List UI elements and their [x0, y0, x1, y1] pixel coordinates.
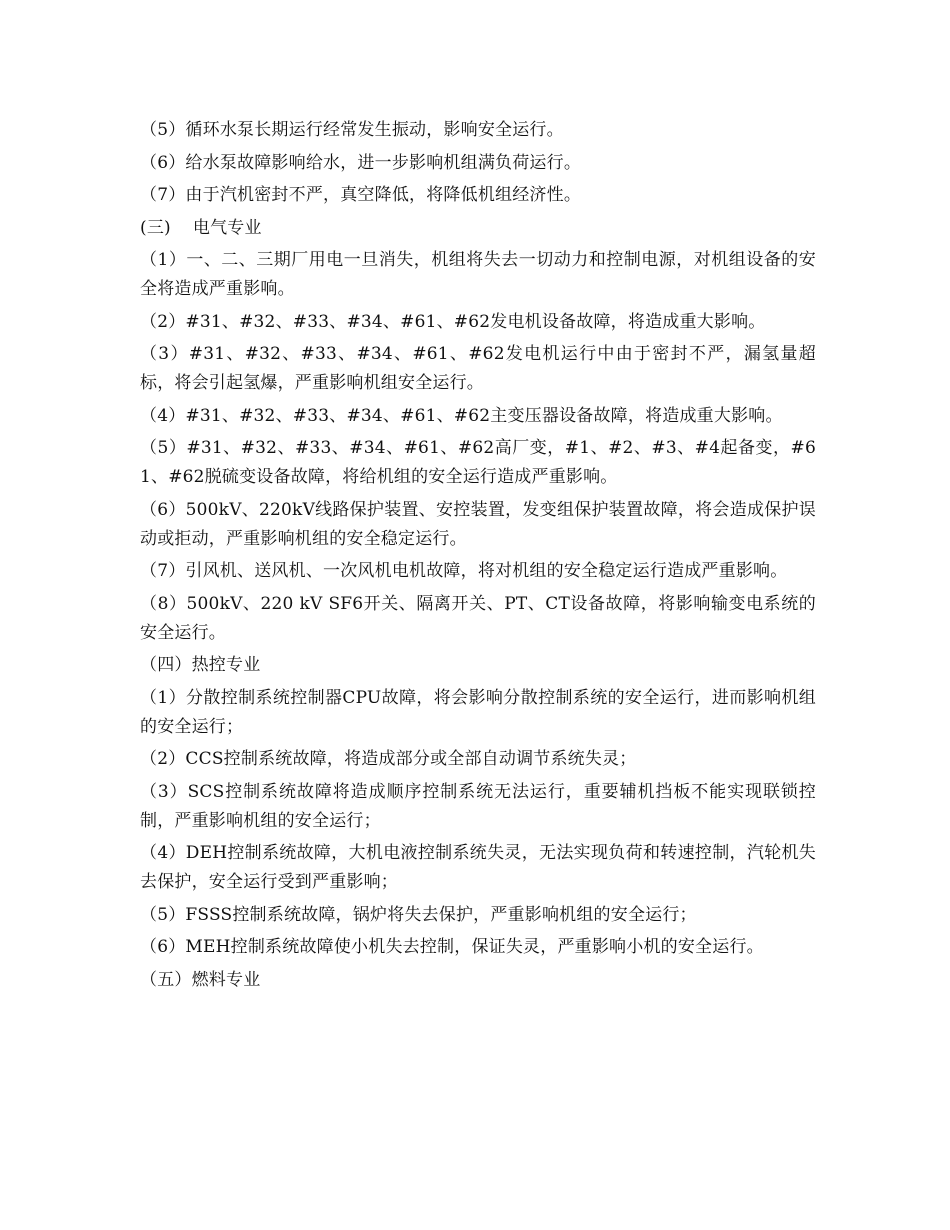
paragraph: （8）500kV、220 kV SF6开关、隔离开关、PT、CT设备故障，将影响输变电系统的安全运行。	[140, 593, 816, 643]
paragraph: （7）引风机、送风机、一次风机电机故障，将对机组的安全稳定运行造成严重影响。	[140, 561, 788, 581]
paragraph: （7）由于汽机密封不严，真空降低，将降低机组经济性。	[140, 185, 582, 205]
paragraph: （3）SCS控制系统故障将造成顺序控制系统无法运行，重要辅机挡板不能实现联锁控制，严重影响机组的安全运行；	[140, 781, 816, 831]
section-heading-thermal-control: （四）热控专业	[140, 655, 261, 675]
paragraph: （5）FSSS控制系统故障，锅炉将失去保护，严重影响机组的安全运行；	[140, 904, 697, 925]
paragraph: （1）一、二、三期厂用电一旦消失，机组将失去一切动力和控制电源，对机组设备的安全将造成严重影响。	[140, 250, 816, 299]
paragraph: （6）500kV、220kV线路保护装置、安控装置，发变组保护装置故障，将会造成保护误动或拒动，严重影响机组的安全稳定运行。	[140, 499, 816, 549]
paragraph: （3）#31、#32、#33、#34、#61、#62发电机运行中由于密封不严，漏氢量超标，将会引起氢爆，严重影响机组安全运行。	[140, 344, 816, 393]
paragraph: （4）#31、#32、#33、#34、#61、#62主变压器设备故障，将造成重大影响。	[140, 405, 783, 426]
section-number: (三)	[140, 217, 171, 238]
paragraph: （1）分散控制系统控制器CPU故障，将会影响分散控制系统的安全运行，进而影响机组的安全运行；	[140, 687, 816, 737]
section-heading-fuel: （五）燃料专业	[140, 969, 261, 990]
paragraph: （6）给水泵故障影响给水，进一步影响机组满负荷运行。	[140, 152, 582, 173]
paragraph: （4）DEH控制系统故障，大机电液控制系统失灵，无法实现负荷和转速控制，汽轮机失去保护，安全运行受到严重影响；	[140, 843, 816, 892]
paragraph: （2）CCS控制系统故障，将造成部分或全部自动调节系统失灵；	[140, 749, 637, 769]
section-heading-electrical	[140, 214, 816, 243]
document-body	[140, 116, 816, 998]
section-title: 电气专业	[192, 217, 262, 238]
paragraph: （5）循环水泵长期运行经常发生振动，影响安全运行。	[140, 120, 564, 140]
paragraph: （6）MEH控制系统故障使小机失去控制，保证失灵，严重影响小机的安全运行。	[140, 937, 764, 957]
paragraph: （5）#31、#32、#33、#34、#61、#62高厂变，#1、#2、#3、#4起备变，#61、#62脱硫变设备故障，将给机组的安全运行造成严重影响。	[140, 438, 816, 487]
paragraph: （2）#31、#32、#33、#34、#61、#62发电机设备故障，将造成重大影响。	[140, 311, 766, 332]
